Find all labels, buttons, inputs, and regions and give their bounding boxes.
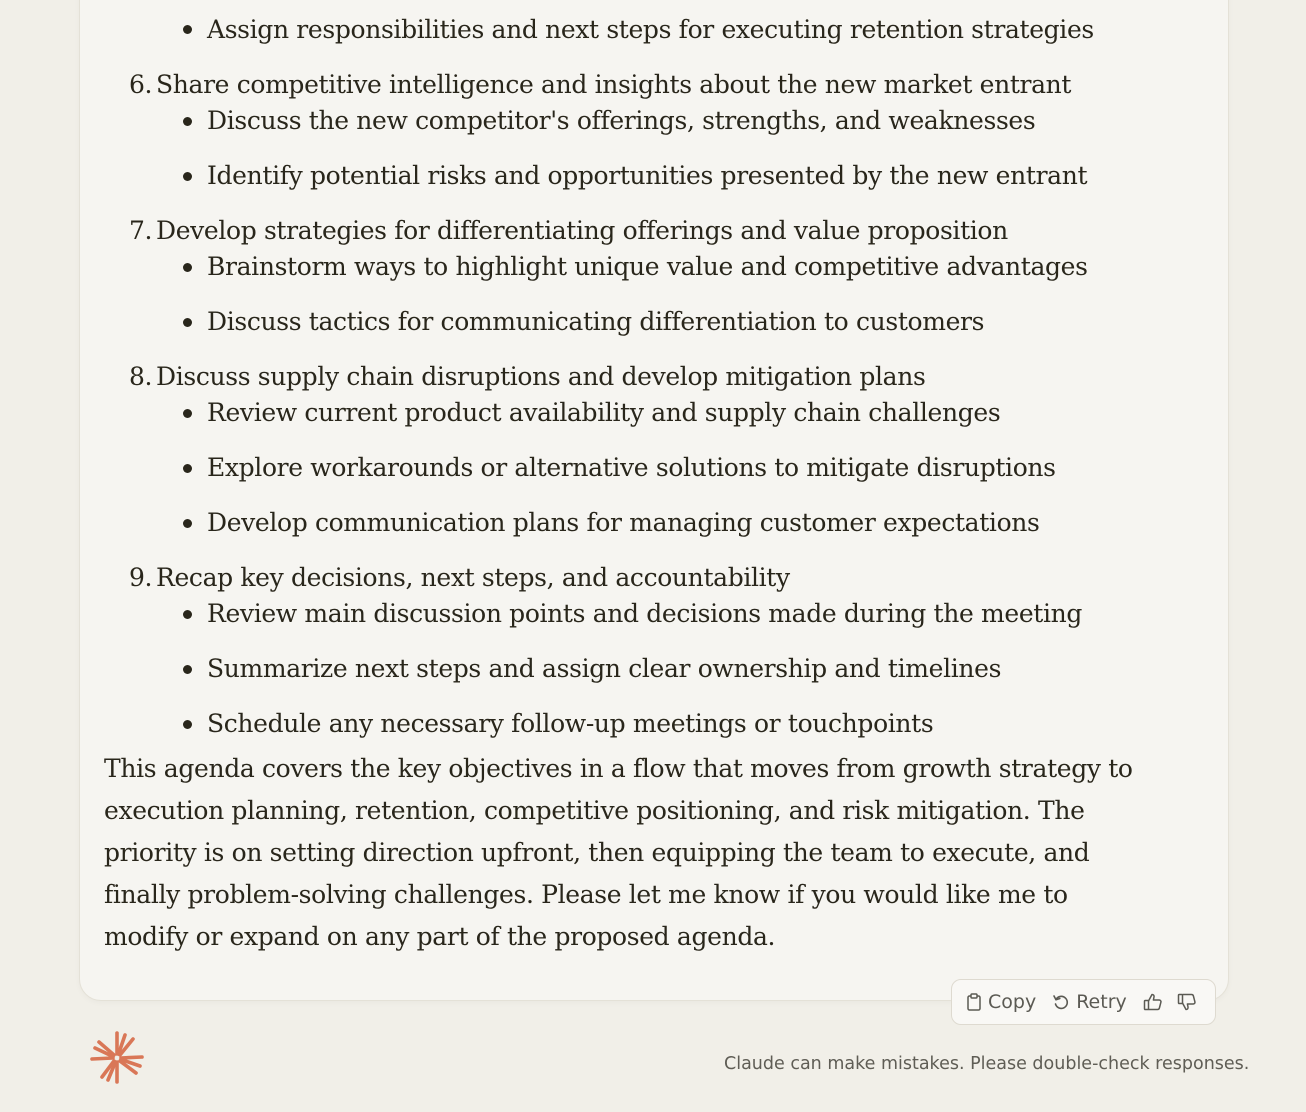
bullet — [183, 117, 192, 126]
list-item: Schedule any necessary follow-up meetings or touchpoints — [207, 709, 934, 738]
agenda-item-number: 8. — [129, 362, 153, 391]
clipboard-icon — [966, 993, 982, 1011]
bullet — [183, 263, 192, 272]
bullet — [183, 25, 192, 34]
agenda-item-title: Discuss supply chain disruptions and develop mitigation plans — [156, 362, 926, 391]
bullet — [183, 665, 192, 674]
claude-spark-icon — [89, 1030, 145, 1086]
list-item: Identify potential risks and opportunities presented by the new entrant — [207, 161, 1088, 190]
thumbs-up-icon — [1143, 993, 1163, 1011]
list-item: Summarize next steps and assign clear ownership and timelines — [207, 654, 1002, 683]
list-item: Discuss the new competitor's offerings, strengths, and weaknesses — [207, 106, 1036, 135]
bullet — [183, 409, 192, 418]
copy-label: Copy — [988, 991, 1037, 1013]
bullet — [183, 172, 192, 181]
agenda-item-title: Develop strategies for differentiating offerings and value proposition — [156, 216, 1008, 245]
summary-paragraph: This agenda covers the key objectives in a flow that moves from growth strategy to execution planning, retention, competitive positioning, and risk mitigation. The priority is on setting direction upfront, then equipping the team to execute, and finally problem-solving challenges. Please let me know if you would like me to modify or expand on any part of the proposed agenda. — [104, 754, 1133, 951]
list-item: Brainstorm ways to highlight unique value and competitive advantages — [207, 252, 1088, 281]
thumbs-up-button[interactable] — [1143, 993, 1163, 1011]
thumbs-down-icon — [1177, 993, 1197, 1011]
bullet — [183, 464, 192, 473]
agenda-item-number: 6. — [129, 70, 153, 99]
message-actions-bar — [951, 979, 1216, 1025]
assistant-message-card — [79, 0, 1229, 1001]
list-item: Explore workarounds or alternative solutions to mitigate disruptions — [207, 453, 1056, 482]
list-item: Review main discussion points and decisions made during the meeting — [207, 599, 1083, 628]
agenda-item-title: Recap key decisions, next steps, and accountability — [156, 563, 790, 592]
bullet — [183, 519, 192, 528]
retry-label: Retry — [1076, 991, 1127, 1013]
disclaimer-text: Claude can make mistakes. Please double-check responses. — [724, 1054, 1250, 1074]
agenda-item-number: 9. — [129, 563, 153, 592]
bullet — [183, 610, 192, 619]
bullet — [183, 720, 192, 729]
list-item: Discuss tactics for communicating differentiation to customers — [207, 307, 985, 336]
retry-icon — [1052, 993, 1070, 1011]
list-item: Review current product availability and supply chain challenges — [207, 398, 1001, 427]
copy-button[interactable] — [966, 991, 1036, 1013]
agenda-item-title: Share competitive intelligence and insights about the new market entrant — [156, 70, 1072, 99]
bullet — [183, 318, 192, 327]
retry-button[interactable] — [1052, 991, 1127, 1013]
agenda-item-number: 7. — [129, 216, 153, 245]
list-item: Develop communication plans for managing customer expectations — [207, 508, 1040, 537]
thumbs-down-button[interactable] — [1177, 993, 1197, 1011]
list-item: Assign responsibilities and next steps for executing retention strategies — [207, 15, 1094, 44]
